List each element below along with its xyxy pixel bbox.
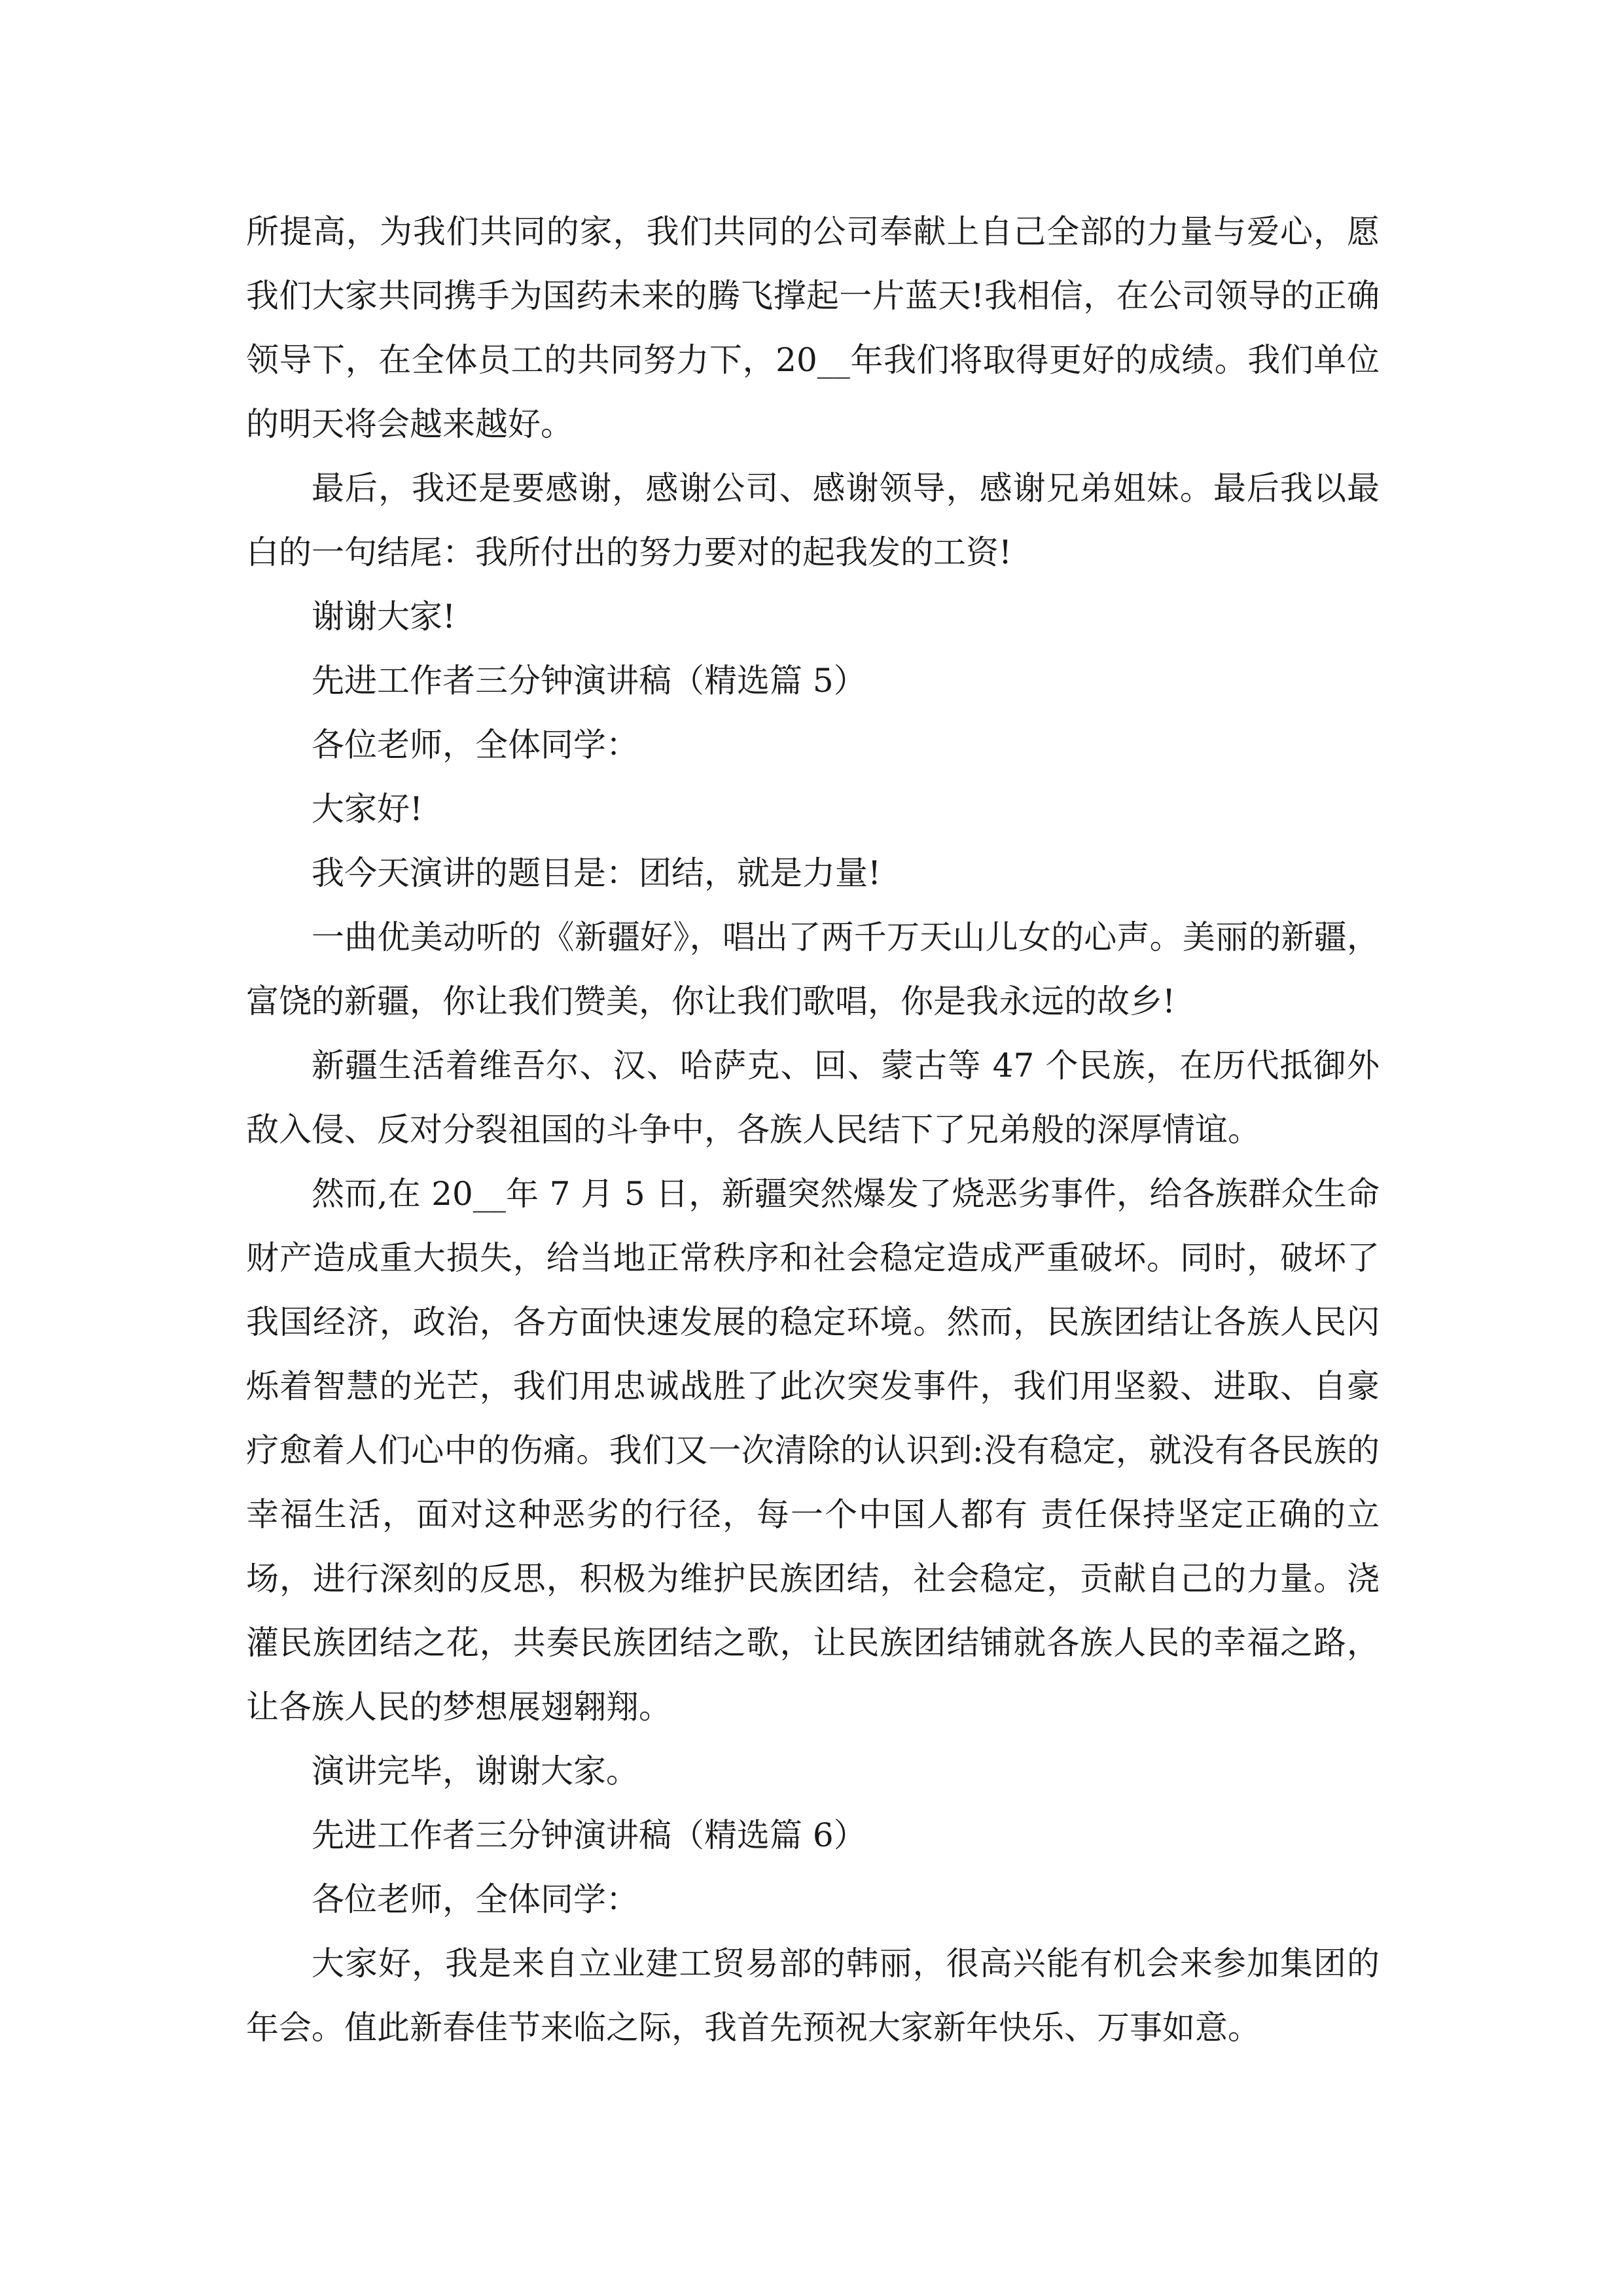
paragraph: 一曲优美动听的《新疆好》，唱出了两千万天山儿女的心声。美丽的新疆，富饶的新疆，你让我们赞美，你让我们歌唱，你是我永远的故乡! [246,918,1380,1020]
paragraph: 谢谢大家! [312,598,456,636]
paragraph: 大家好，我是来自立业建工贸易部的韩丽，很高兴能有机会来参加集团的年会。值此新春佳节来临之际，我首先预祝大家新年快乐、万事如意。 [246,1945,1380,2047]
paragraph: 最后，我还是要感谢，感谢公司、感谢领导，感谢兄弟姐妹。最后我以最白的一句结尾：我所付出的努力要对的起我发的工资! [246,469,1380,571]
paragraph: 新疆生活着维吾尔、汉、哈萨克、回、蒙古等 47 个民族，在历代抵御外敌入侵、反对分裂祖国的斗争中，各族人民结下了兄弟般的深厚情谊。 [246,1047,1380,1149]
section-heading: 先进工作者三分钟演讲稿（精选篇 6） [312,1816,866,1854]
section-heading: 先进工作者三分钟演讲稿（精选篇 5） [312,662,866,700]
document-body [246,200,1380,2060]
paragraph: 演讲完毕，谢谢大家。 [312,1752,639,1790]
paragraph: 各位老师，全体同学： [312,1880,639,1918]
paragraph: 所提高，为我们共同的家，我们共同的公司奉献上自己全部的力量与爱心，愿我们大家共同携手为国药未来的腾飞撑起一片蓝天!我相信，在公司领导的正确领导下，在全体员工的共同努力下，20__年我们将取得更好的成绩。我们单位的明天将会越来越好。 [246,213,1380,443]
paragraph: 我今天演讲的题目是：团结，就是力量! [312,854,882,892]
paragraph: 大家好! [312,790,423,828]
paragraph: 然而,在 20__年 7 月 5 日，新疆突然爆发了烧恶劣事件，给各族群众生命财产造成重大损失，给当地正常秩序和社会稳定造成严重破坏。同时，破坏了我国经济，政治，各方面快速发展的稳定环境。然而，民族团结让各族人民闪烁着智慧的光芒，我们用忠诚战胜了此次突发事件，我们用坚毅、进取、自豪疗愈着人们心中的伤痛。我们又一次清除的认识到:没有稳定，就没有各民族的幸福生活，面对这种恶劣的行径，每一个中国人都有 责任保持坚定正确的立场，进行深刻的反思，积极为维护民族团结，社会稳定，贡献自己的力量。浇灌民族团结之花，共奏民族团结之歌，让民族团结铺就各族人民的幸福之路，让各族人民的梦想展翅翱翔。 [246,1175,1380,1726]
paragraph: 各位老师，全体同学： [312,726,639,764]
